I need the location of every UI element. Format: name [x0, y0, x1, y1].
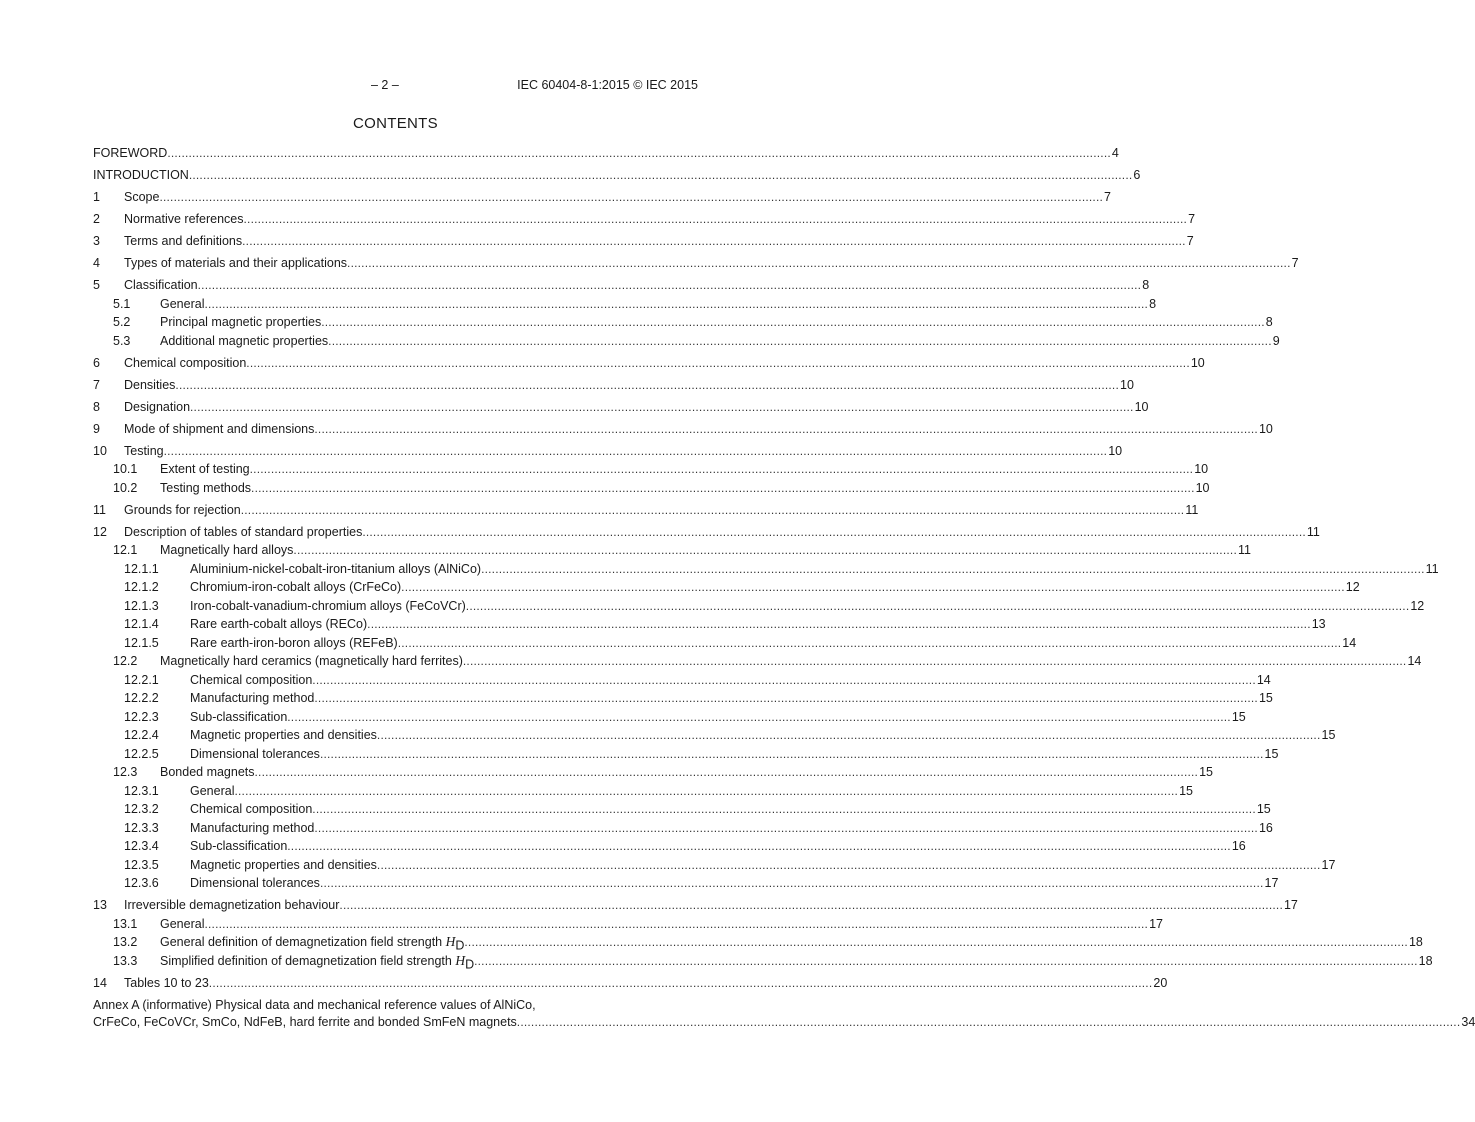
section-title [124, 398, 190, 416]
section-title-text: Types of materials and their applications [124, 256, 348, 270]
section-title-text: Aluminium-nickel-cobalt-iron-titanium alloys (AlNiCo) [190, 561, 482, 576]
dot-leader [293, 541, 1237, 559]
dot-leader [204, 295, 1148, 313]
toc-entry[interactable] [93, 560, 1439, 579]
section-number: 12.2 [113, 654, 138, 668]
section-title [190, 689, 314, 707]
dot-leader [244, 210, 1188, 228]
section-title [190, 800, 312, 818]
section-title-text: Chromium-iron-cobalt alloys (CrFeCo) [190, 580, 402, 594]
page-number-ref: 14 [1256, 672, 1271, 687]
section-title-text: Description of tables of standard properties [124, 524, 363, 539]
section-title-text: Designation [124, 399, 191, 414]
dot-leader [339, 896, 1283, 914]
section-title-text: Magnetic properties and densities [190, 857, 377, 872]
section-title [124, 974, 209, 992]
section-title [124, 232, 242, 250]
page-header [93, 78, 698, 94]
dot-leader [347, 254, 1291, 272]
page-number-ref: 9 [1272, 333, 1280, 348]
toc-entry[interactable] [93, 708, 1246, 727]
dot-leader [250, 460, 1194, 478]
section-title-text: Magnetic properties and densities [190, 728, 377, 742]
toc-entry[interactable] [93, 541, 1251, 560]
toc-entry[interactable] [93, 332, 1280, 351]
toc-entry[interactable] [93, 210, 1196, 229]
dot-leader [241, 501, 1185, 519]
dot-leader [377, 726, 1321, 744]
section-title-text: Chemical composition [124, 355, 247, 370]
toc-entry[interactable] [93, 460, 1209, 479]
dot-leader [312, 671, 1256, 689]
section-title-text: Testing [124, 443, 164, 458]
section-title-text: Manufacturing method [190, 820, 315, 835]
page-number-ref: 10 [1108, 443, 1123, 458]
section-title-text: Rare earth-cobalt alloys (RECo) [190, 617, 368, 631]
section-number: 5.2 [113, 315, 131, 329]
page-number-ref: 17 [1321, 857, 1336, 872]
toc-entry[interactable] [93, 166, 1141, 185]
dot-leader [287, 708, 1231, 726]
section-title-text: Iron-cobalt-vanadium-chromium alloys (FeCoVCr) [190, 598, 466, 613]
page-number-ref: 8 [1142, 278, 1150, 292]
symbol-subscript: D [455, 938, 465, 953]
section-number: 9 [93, 421, 100, 436]
page-number-ref: 17 [1149, 916, 1163, 931]
dot-leader [167, 144, 1111, 162]
page-number-ref: 11 [1237, 543, 1251, 557]
toc-entry[interactable] [93, 420, 1273, 439]
section-number: 13 [93, 898, 107, 912]
page-number-ref: 10 [1190, 355, 1205, 370]
toc-entry[interactable] [93, 276, 1150, 295]
section-number: 4 [93, 256, 100, 270]
page-number-ref: 7 [1104, 190, 1111, 204]
section-title [190, 856, 377, 874]
page-number-ref: 17 [1264, 876, 1279, 890]
section-title [190, 874, 320, 892]
page-number-ref: 20 [1153, 975, 1168, 990]
section-title-text: Tables 10 to 23 [124, 975, 209, 990]
section-title-text: Extent of testing [160, 462, 250, 476]
page-number-ref: 6 [1133, 168, 1141, 182]
page-number-ref: 7 [1291, 256, 1299, 270]
section-number: 12.1.5 [124, 635, 159, 650]
dot-leader [474, 952, 1418, 970]
toc-entry[interactable] [93, 856, 1336, 875]
toc-entry[interactable] [93, 952, 1433, 971]
section-title [124, 276, 198, 294]
section-title [190, 615, 367, 633]
section-number: 14 [93, 975, 107, 990]
dot-leader [204, 915, 1148, 933]
section-title [93, 166, 189, 184]
page-number-ref: 17 [1283, 898, 1298, 912]
section-number: 12.3.5 [124, 857, 159, 872]
dot-leader [362, 523, 1306, 541]
section-title-text: Sub-classification [190, 709, 288, 724]
toc-entry[interactable] [93, 974, 1168, 993]
section-title-text: Testing methods [160, 480, 252, 495]
section-number: 6 [93, 355, 100, 370]
dot-leader [401, 578, 1345, 596]
section-title-text: Grounds for rejection [124, 502, 241, 517]
section-number: 10.2 [113, 480, 138, 495]
section-title [190, 671, 312, 689]
section-title-text: General [160, 296, 205, 311]
symbol-subscript: D [465, 957, 475, 971]
section-title-text: Principal magnetic properties [160, 315, 322, 329]
toc-entry[interactable] [93, 837, 1246, 856]
toc-entry[interactable] [93, 479, 1210, 498]
toc-entry[interactable] [93, 188, 1111, 207]
page-number-ref: 7 [1186, 234, 1194, 248]
section-title-text: Additional magnetic properties [160, 333, 329, 348]
toc-entry[interactable] [93, 523, 1320, 542]
section-title [124, 442, 164, 460]
section-number: 12.1.1 [124, 561, 159, 576]
section-title-text: INTRODUCTION [93, 168, 189, 182]
dot-leader [255, 763, 1199, 781]
dot-leader [287, 837, 1231, 855]
section-title [124, 501, 241, 519]
page-number-ref: 10 [1134, 399, 1149, 414]
dot-leader [175, 376, 1119, 394]
symbol-variable: H [455, 952, 466, 968]
section-title-text: General [160, 916, 205, 931]
page-number-ref: 8 [1149, 296, 1157, 311]
section-title [160, 652, 463, 670]
annex-page-number: 34 [1461, 1015, 1475, 1029]
section-number: 12.2.3 [124, 709, 159, 724]
dot-leader [242, 232, 1186, 250]
section-title [160, 460, 250, 478]
section-title-text: Densities [124, 377, 176, 392]
dot-leader [314, 420, 1258, 438]
section-number: 12.3.3 [124, 820, 159, 835]
toc-entry[interactable] [93, 819, 1273, 838]
section-title [124, 254, 347, 272]
dot-leader [481, 560, 1425, 578]
section-title-text: Scope [124, 190, 160, 204]
toc-entry[interactable] [93, 144, 1119, 163]
section-title-text: Mode of shipment and dimensions [124, 421, 315, 436]
dot-leader [367, 615, 1311, 633]
toc-entry[interactable] [93, 398, 1149, 417]
section-title [190, 597, 466, 615]
section-number: 5.1 [113, 296, 131, 311]
page-number: – 2 – [371, 78, 399, 92]
toc-entry[interactable] [93, 652, 1422, 671]
page-number-ref: 10 [1120, 377, 1134, 392]
toc-entry[interactable] [93, 578, 1360, 597]
section-number: 12.1 [113, 543, 138, 557]
page-number-ref: 7 [1188, 212, 1196, 226]
dot-leader [251, 479, 1195, 497]
section-number: 12.3.6 [124, 876, 159, 890]
toc-entry[interactable] [93, 597, 1425, 616]
toc-entry[interactable] [93, 295, 1157, 314]
toc-entry[interactable] [93, 763, 1213, 782]
toc-entry[interactable] [93, 689, 1273, 708]
section-title [190, 837, 287, 855]
section-title-text: Magnetically hard ceramics (magnetically hard ferrites) [160, 654, 463, 668]
section-title [190, 726, 377, 744]
dot-leader [377, 856, 1321, 874]
section-title [124, 523, 362, 541]
section-number: 12.1.3 [124, 598, 159, 613]
toc-entry[interactable] [93, 354, 1205, 373]
section-title [190, 708, 287, 726]
toc-entry[interactable] [93, 615, 1326, 634]
section-title-text: Irreversible demagnetization behaviour [124, 898, 340, 912]
toc-entry[interactable] [93, 671, 1271, 690]
section-title-text: Magnetically hard alloys [160, 543, 294, 557]
page-number-ref: 15 [1264, 746, 1279, 761]
toc-entry[interactable] [93, 726, 1336, 745]
section-number: 5 [93, 278, 100, 292]
dot-leader [464, 933, 1408, 951]
page-number-ref: 10 [1258, 421, 1273, 436]
section-title [160, 295, 204, 313]
section-number: 5.3 [113, 333, 131, 348]
dot-leader [314, 689, 1258, 707]
section-title-text: Sub-classification [190, 839, 288, 853]
page-number-ref: 14 [1407, 654, 1422, 668]
dot-leader [189, 166, 1133, 184]
section-number: 12.2.2 [124, 691, 159, 705]
dot-leader [328, 332, 1272, 350]
section-title-text: Chemical composition [190, 672, 313, 687]
toc-entry[interactable] [93, 745, 1279, 764]
dot-leader [320, 874, 1264, 892]
page-number-ref: 10 [1195, 480, 1210, 495]
section-title-text: Dimensional tolerances [190, 746, 320, 761]
page-number-ref: 15 [1321, 728, 1336, 742]
section-title-text: Rare earth-iron-boron alloys (REFeB) [190, 635, 398, 650]
section-number: 12.2.5 [124, 746, 159, 761]
section-title [160, 313, 321, 331]
section-number: 12.1.2 [124, 580, 159, 594]
toc-entry[interactable] [93, 501, 1199, 520]
page-number-ref: 15 [1179, 783, 1193, 798]
page-number-ref: 15 [1258, 691, 1273, 705]
annex-title-line-1: Annex A (informative) Physical data and mechanical reference values of AlNiCo, [93, 998, 536, 1012]
dot-leader [466, 597, 1410, 615]
toc-entry[interactable] [93, 232, 1194, 251]
section-number: 12.3.1 [124, 783, 159, 798]
page-number-ref: 15 [1199, 765, 1213, 779]
page-number-ref: 4 [1111, 146, 1119, 160]
section-title [190, 578, 401, 596]
section-number: 8 [93, 399, 100, 414]
section-title [124, 188, 159, 206]
section-title [160, 952, 474, 974]
section-number: 7 [93, 377, 100, 392]
section-title-text: Dimensional tolerances [190, 876, 320, 890]
section-title [124, 354, 246, 372]
section-title [160, 763, 255, 781]
section-title [124, 420, 314, 438]
page-number-ref: 16 [1231, 839, 1246, 853]
section-number: 10.1 [113, 462, 138, 476]
section-number: 12.2.1 [124, 672, 159, 687]
page-number-ref: 18 [1408, 935, 1423, 949]
page-number-ref: 13 [1311, 617, 1326, 631]
dot-leader [234, 782, 1178, 800]
section-title-text: FOREWORD [93, 146, 168, 160]
dot-leader [463, 652, 1407, 670]
page-number-ref: 12 [1345, 580, 1360, 594]
dot-leader [517, 1014, 1461, 1031]
table-of-contents [93, 144, 1475, 1031]
section-title [160, 332, 328, 350]
toc-entry[interactable] [93, 442, 1123, 461]
section-number: 13.2 [113, 935, 138, 949]
section-number: 13.3 [113, 953, 138, 968]
dot-leader [198, 276, 1142, 294]
section-number: 11 [93, 502, 106, 517]
page-number-ref: 18 [1418, 953, 1433, 968]
page-number-ref: 11 [1185, 502, 1199, 517]
section-title [190, 560, 481, 578]
section-title [190, 782, 234, 800]
section-number: 3 [93, 234, 100, 248]
section-title-text: Classification [124, 278, 198, 292]
page-number-ref: 11 [1306, 524, 1320, 539]
page-number-ref: 12 [1410, 598, 1425, 613]
annex-title-line-2: CrFeCo, FeCoVCr, SmCo, NdFeB, hard ferrite and bonded SmFeN magnets [93, 1015, 517, 1029]
section-title [190, 634, 398, 652]
section-number: 12.1.4 [124, 617, 159, 631]
page-number-ref: 11 [1425, 561, 1439, 576]
section-number: 10 [93, 443, 107, 458]
section-title-text: Manufacturing method [190, 691, 315, 705]
toc-entry[interactable] [93, 896, 1298, 915]
section-number: 12 [93, 524, 107, 539]
page-number-ref: 10 [1194, 462, 1209, 476]
toc-entry-annex-a[interactable] [93, 997, 1475, 1031]
page-number-ref: 15 [1256, 802, 1271, 816]
toc-entry[interactable] [93, 915, 1163, 934]
section-number: 12.3.2 [124, 802, 159, 816]
section-title-text: Chemical composition [190, 802, 313, 816]
dot-leader [190, 398, 1134, 416]
toc-entry[interactable] [93, 933, 1423, 953]
section-number: 12.3 [113, 765, 138, 779]
section-number: 13.1 [113, 916, 138, 931]
section-title-text: General [190, 783, 235, 798]
section-title [93, 144, 167, 162]
toc-entry[interactable] [93, 800, 1271, 819]
symbol-variable: H [445, 934, 456, 949]
page-number-ref: 15 [1231, 709, 1246, 724]
dot-leader [321, 313, 1265, 331]
dot-leader [312, 800, 1256, 818]
section-title-text: Terms and definitions [124, 234, 243, 248]
dot-leader [398, 634, 1342, 652]
section-title-text: Bonded magnets [160, 765, 255, 779]
section-number: 2 [93, 212, 100, 226]
toc-entry[interactable] [93, 254, 1299, 273]
section-title [160, 541, 293, 559]
section-number: 12.3.4 [124, 839, 159, 853]
document-reference: IEC 60404-8-1:2015 © IEC 2015 [517, 78, 698, 92]
dot-leader [159, 188, 1103, 206]
page-number-ref: 8 [1265, 315, 1273, 329]
section-title [160, 915, 204, 933]
toc-entry[interactable] [93, 874, 1279, 893]
section-title-text: General definition of demagnetization field strength [160, 935, 446, 949]
dot-leader [314, 819, 1258, 837]
section-title [160, 479, 251, 497]
section-title-text: Simplified definition of demagnetization field strength [160, 953, 456, 968]
toc-entry[interactable] [93, 782, 1193, 801]
section-title-text: Normative references [124, 212, 244, 226]
page-number-ref: 16 [1258, 820, 1273, 835]
dot-leader [246, 354, 1190, 372]
contents-title: CONTENTS [353, 115, 438, 132]
toc-entry[interactable] [93, 634, 1357, 653]
section-number: 12.2.4 [124, 728, 159, 742]
section-title [190, 819, 314, 837]
dot-leader [320, 745, 1264, 763]
section-title [124, 210, 244, 228]
page-number-ref: 14 [1342, 635, 1357, 650]
section-title [124, 376, 175, 394]
section-number: 1 [93, 190, 100, 204]
toc-entry[interactable] [93, 313, 1273, 332]
toc-entry[interactable] [93, 376, 1134, 395]
section-title [190, 745, 320, 763]
section-title [124, 896, 339, 914]
dot-leader [164, 442, 1108, 460]
dot-leader [209, 974, 1153, 992]
